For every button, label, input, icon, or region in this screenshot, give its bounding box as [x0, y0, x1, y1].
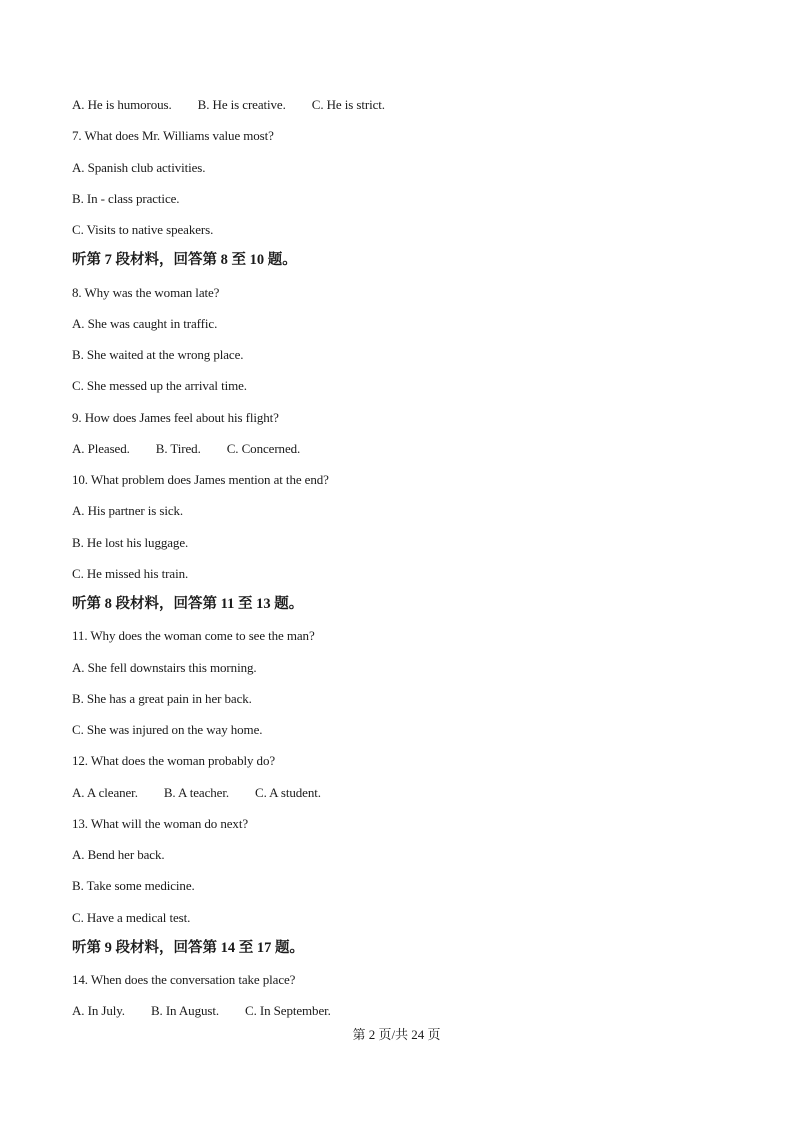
answer-option: A. His partner is sick.	[72, 503, 184, 519]
answer-option: C. A student.	[255, 784, 321, 800]
section-heading: 听第 8 段材料，回答第 11 至 13 题。	[72, 596, 304, 612]
answer-option: B. In - class practice.	[72, 190, 180, 206]
answer-option: A. Bend her back.	[72, 847, 165, 862]
answer-option: A. In July.	[72, 1003, 125, 1019]
question-text: 12. What does the woman probably do?	[72, 753, 276, 769]
answer-option: C. She messed up the arrival time.	[72, 378, 247, 394]
answer-option: B. In August.	[150, 1003, 219, 1019]
question-text: 8. Why was the woman late?	[72, 284, 220, 300]
answer-option: A. She fell downstairs this morning.	[72, 659, 257, 675]
answer-option: B. She waited at the wrong place.	[72, 347, 244, 362]
question-text: 9. How does James feel about his flight?	[72, 409, 279, 425]
answer-option: B. He lost his luggage.	[72, 534, 189, 550]
answer-option: A. Pleased.	[72, 440, 130, 456]
answer-option: C. He is strict.	[311, 97, 385, 112]
question-text: 11. Why does the woman come to see the man?	[72, 628, 315, 644]
section-heading: 听第 9 段材料，回答第 14 至 17 题。	[72, 939, 304, 956]
page-footer: 第 2 页/共 24 页	[352, 1027, 441, 1042]
question-text: 14. When does the conversation take place?	[72, 972, 296, 987]
answer-option: C. In September.	[245, 1003, 331, 1019]
question-text: 7. What does Mr. Williams value most?	[72, 128, 274, 144]
question-text: 10. What problem does James mention at the end?	[72, 472, 329, 487]
answer-option: B. She has a great pain in her back.	[72, 690, 252, 706]
answer-option: B. He is creative.	[197, 97, 286, 112]
section-heading: 听第 7 段材料，回答第 8 至 10 题。	[72, 252, 297, 269]
options-row	[72, 97, 385, 113]
answer-option: C. Have a medical test.	[72, 909, 191, 925]
answer-option: B. A teacher.	[163, 784, 229, 800]
options-row	[72, 441, 300, 457]
answer-option: A. Spanish club activities.	[72, 159, 206, 175]
options-row	[72, 785, 321, 801]
options-row	[72, 1003, 331, 1019]
answer-option: C. Concerned.	[226, 440, 301, 456]
answer-option: A. He is humorous.	[72, 97, 172, 112]
answer-option: A. A cleaner.	[72, 784, 138, 800]
answer-option: B. Take some medicine.	[72, 878, 195, 894]
answer-option: B. Tired.	[155, 440, 201, 456]
answer-option: A. She was caught in traffic.	[72, 315, 218, 331]
answer-option: C. He missed his train.	[72, 565, 189, 581]
answer-option: C. Visits to native speakers.	[72, 222, 214, 237]
question-text: 13. What will the woman do next?	[72, 815, 248, 831]
answer-option: C. She was injured on the way home.	[72, 722, 263, 737]
